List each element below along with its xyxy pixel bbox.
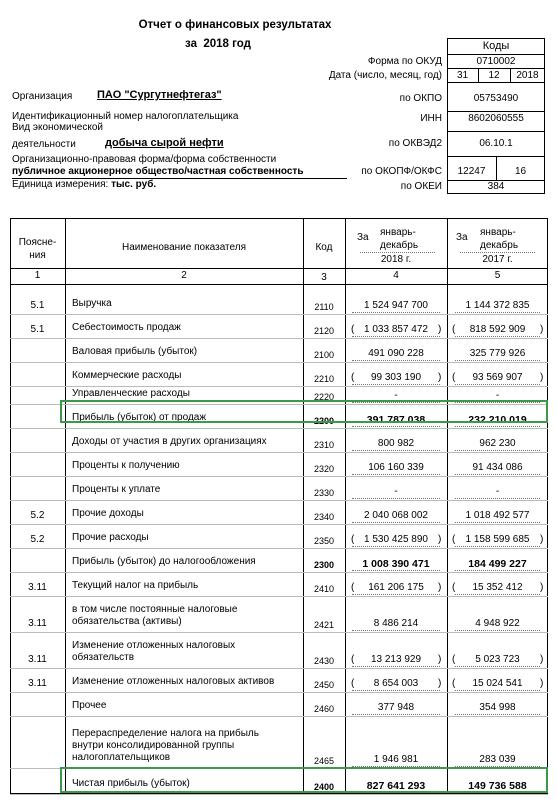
col-num-2: 2 <box>181 270 187 281</box>
row-name: Изменение отложенных налоговых активов <box>72 676 275 687</box>
row-value-2018: 1 008 390 471 <box>362 558 430 570</box>
row-value-2018: 827 641 293 <box>366 780 426 792</box>
paren-close: ) <box>438 678 442 689</box>
row-code: 2465 <box>313 756 335 766</box>
row-code: 2110 <box>314 302 334 312</box>
row-code: 2410 <box>313 584 335 594</box>
row-name: Изменение отложенных налоговых обязательств <box>72 640 236 663</box>
paren-open: ( <box>452 534 456 545</box>
row-code: 2450 <box>313 680 335 690</box>
okei-label: по ОКЕИ <box>400 181 442 192</box>
paren-open: ( <box>452 582 456 593</box>
row-code: 2350 <box>313 536 335 546</box>
row-value-2018: - <box>394 486 398 497</box>
row-name: Чистая прибыль (убыток) <box>72 778 190 789</box>
col2-head-a: За <box>456 232 468 243</box>
row-note: 3.11 <box>28 654 47 665</box>
okei-value: 384 <box>487 181 505 192</box>
date-label: Дата (число, месяц, год) <box>328 70 442 81</box>
row-note: 5.2 <box>30 510 45 521</box>
paren-open: ( <box>351 654 355 665</box>
row-value-2017: 93 569 907 <box>472 372 523 383</box>
paren-close: ) <box>438 582 442 593</box>
row-value-2017: 184 499 227 <box>468 558 527 570</box>
row-name: Текущий налог на прибыль <box>72 580 199 591</box>
paren-open: ( <box>351 324 355 335</box>
paren-close: ) <box>438 324 442 335</box>
row-value-2017: 149 736 588 <box>468 780 527 792</box>
col1-head-c: декабрь <box>380 240 419 251</box>
row-name: Валовая прибыль (убыток) <box>72 346 198 357</box>
row-value-2018: 491 090 228 <box>368 348 424 359</box>
col-num-5: 5 <box>494 270 501 281</box>
row-code: 2421 <box>313 620 335 630</box>
col2-head-d: 2017 г. <box>482 254 513 265</box>
row-name: Прочее <box>72 700 107 711</box>
row-note: 3.11 <box>28 678 47 689</box>
row-code: 2340 <box>313 512 335 522</box>
okud-label: Форма по ОКУД <box>367 56 442 67</box>
paren-open: ( <box>452 678 456 689</box>
org-value: ПАО "Сургутнефтегаз" <box>97 89 222 101</box>
row-code: 2220 <box>313 392 335 402</box>
row-value-2018: - <box>394 390 398 401</box>
row-value-2017: 1 018 492 577 <box>465 510 530 521</box>
col1-head-d: 2018 г. <box>380 254 412 265</box>
period-prefix: за <box>185 38 197 50</box>
paren-open: ( <box>452 324 456 335</box>
okud-value: 0710002 <box>476 56 516 67</box>
row-value-2017: 818 592 909 <box>469 324 526 335</box>
org-label: Организация <box>12 91 73 102</box>
date-day: 31 <box>456 70 469 81</box>
row-value-2018: 391 787 038 <box>366 414 426 426</box>
row-note: 3.11 <box>28 582 47 593</box>
highlight-net-profit <box>60 767 548 793</box>
row-value-2017: 283 039 <box>479 754 516 765</box>
activity-label-2: деятельности <box>12 139 76 150</box>
row-note: 5.2 <box>30 534 45 545</box>
row-name: Прочие расходы <box>72 532 149 543</box>
paren-close: ) <box>540 534 544 545</box>
row-code: 2460 <box>313 704 335 714</box>
row-value-2018: 13 213 929 <box>370 654 422 665</box>
row-value-2018: 2 040 068 002 <box>364 510 428 521</box>
row-value-2018: 800 982 <box>377 438 415 449</box>
col2-head-c: декабрь <box>480 240 519 251</box>
report-title: Отчет о финансовых результатах <box>138 19 332 31</box>
okved-value: 06.10.1 <box>479 138 513 149</box>
row-name: Прочие доходы <box>72 508 144 519</box>
row-note: 5.1 <box>30 300 45 311</box>
unit-label-text: Единица измерения: <box>12 179 109 190</box>
row-code: 2320 <box>313 464 335 474</box>
paren-close: ) <box>540 678 544 689</box>
period-year: 2018 год <box>203 38 251 50</box>
okpo-label: по ОКПО <box>399 93 442 104</box>
row-value-2018: 106 160 339 <box>368 462 424 473</box>
paren-close: ) <box>438 654 442 665</box>
row-value-2017: 962 230 <box>479 438 516 449</box>
paren-close: ) <box>540 324 544 335</box>
paren-open: ( <box>452 372 456 383</box>
activity-label-1: Вид экономической <box>12 122 103 133</box>
date-month: 12 <box>488 70 500 81</box>
row-code: 2100 <box>313 350 335 360</box>
col-head-note: Поясне- ния <box>18 237 57 261</box>
row-value-2018: 8 654 003 <box>373 678 419 689</box>
row-value-2018: 1 530 425 890 <box>364 534 428 545</box>
okopf-label: по ОКОПФ/ОКФС <box>361 166 442 177</box>
row-code: 2120 <box>313 326 335 336</box>
row-name: Проценты к уплате <box>72 484 161 495</box>
row-code: 2300 <box>313 560 335 570</box>
col1-head-b: январь- <box>380 227 416 238</box>
paren-open: ( <box>351 582 355 593</box>
legal-label: Организационно-правовая форма/форма собственности <box>12 154 277 165</box>
paren-close: ) <box>438 372 442 383</box>
col-num-4: 4 <box>393 270 399 281</box>
paren-open: ( <box>351 678 355 689</box>
row-name: Прибыль (убыток) от продаж <box>72 412 207 423</box>
inn-desc: Идентификационный номер налогоплательщика <box>12 111 239 122</box>
row-name: Перераспределение налога на прибыль внутри консолидированной группы налогоплательщиков <box>72 728 259 763</box>
unit-label <box>12 179 156 191</box>
unit-value: тыс. руб. <box>111 179 157 190</box>
col-head-code: Код <box>315 242 333 253</box>
row-value-2018: 1 946 981 <box>373 754 419 765</box>
row-code: 2310 <box>313 440 335 450</box>
row-name: Выручка <box>72 298 112 309</box>
row-value-2017: 91 434 086 <box>472 462 523 473</box>
row-code: 2400 <box>313 782 335 792</box>
row-value-2018: 1 033 857 472 <box>364 324 428 335</box>
row-value-2017: 1 158 599 685 <box>465 534 530 545</box>
row-value-2017: 325 779 926 <box>469 348 526 359</box>
row-value-2017: 1 144 372 835 <box>465 300 530 311</box>
row-value-2017: 4 948 922 <box>475 618 520 629</box>
inn-value: 8602060555 <box>468 113 524 124</box>
row-note: 5.1 <box>30 324 45 335</box>
row-value-2018: 1 524 947 700 <box>364 300 428 311</box>
row-value-2017: - <box>495 390 500 401</box>
paren-open: ( <box>452 654 456 665</box>
row-value-2018: 161 206 175 <box>368 582 424 593</box>
highlight-sales-profit <box>60 400 548 423</box>
row-value-2018: 8 486 214 <box>373 618 419 629</box>
codes-header: Коды <box>482 40 510 52</box>
row-value-2017: 15 352 412 <box>472 582 523 593</box>
row-code: 2200 <box>313 416 335 426</box>
row-name: в том числе постоянные налоговые обязательства (активы) <box>72 604 238 627</box>
row-value-2017: 15 024 541 <box>472 678 523 689</box>
okopf-value: 12247 <box>457 166 486 177</box>
okfs-value: 16 <box>514 166 527 177</box>
col-num-1: 1 <box>34 270 41 281</box>
row-value-2017: - <box>495 486 500 497</box>
col1-head-a: За <box>357 232 369 243</box>
report-period <box>185 38 251 50</box>
activity-value: добыча сырой нефти <box>105 137 224 149</box>
paren-open: ( <box>351 372 355 383</box>
col-num-3: 3 <box>321 272 327 283</box>
paren-close: ) <box>438 534 442 545</box>
row-value-2017: 232 210 019 <box>468 414 527 426</box>
row-name: Управленческие расходы <box>72 388 190 399</box>
paren-close: ) <box>540 582 544 593</box>
row-code: 2330 <box>313 488 335 498</box>
row-name: Коммерческие расходы <box>72 370 182 381</box>
legal-value: публичное акционерное общество/частная собственность <box>12 166 304 177</box>
row-value-2018: 377 948 <box>377 702 415 713</box>
paren-close: ) <box>540 372 544 383</box>
row-name: Себестоимость продаж <box>72 322 181 333</box>
okpo-value: 05753490 <box>473 93 519 104</box>
row-note: 3.11 <box>28 618 47 629</box>
row-value-2017: 354 998 <box>479 702 516 713</box>
col2-head-b: январь- <box>480 227 516 238</box>
row-name: Прибыль (убыток) до налогообложения <box>72 556 256 567</box>
row-name: Проценты к получению <box>72 460 180 471</box>
paren-close: ) <box>540 654 544 665</box>
row-value-2017: 5 023 723 <box>475 654 520 665</box>
col-head-name: Наименование показателя <box>122 242 246 253</box>
paren-open: ( <box>351 534 355 545</box>
row-code: 2210 <box>313 374 335 384</box>
date-year: 2018 <box>516 70 539 81</box>
inn-label: ИНН <box>420 113 442 124</box>
okved-label: по ОКВЭД2 <box>388 138 442 149</box>
row-code: 2430 <box>313 656 335 666</box>
row-value-2018: 99 303 190 <box>370 372 422 383</box>
row-name: Доходы от участия в других организациях <box>72 436 267 447</box>
